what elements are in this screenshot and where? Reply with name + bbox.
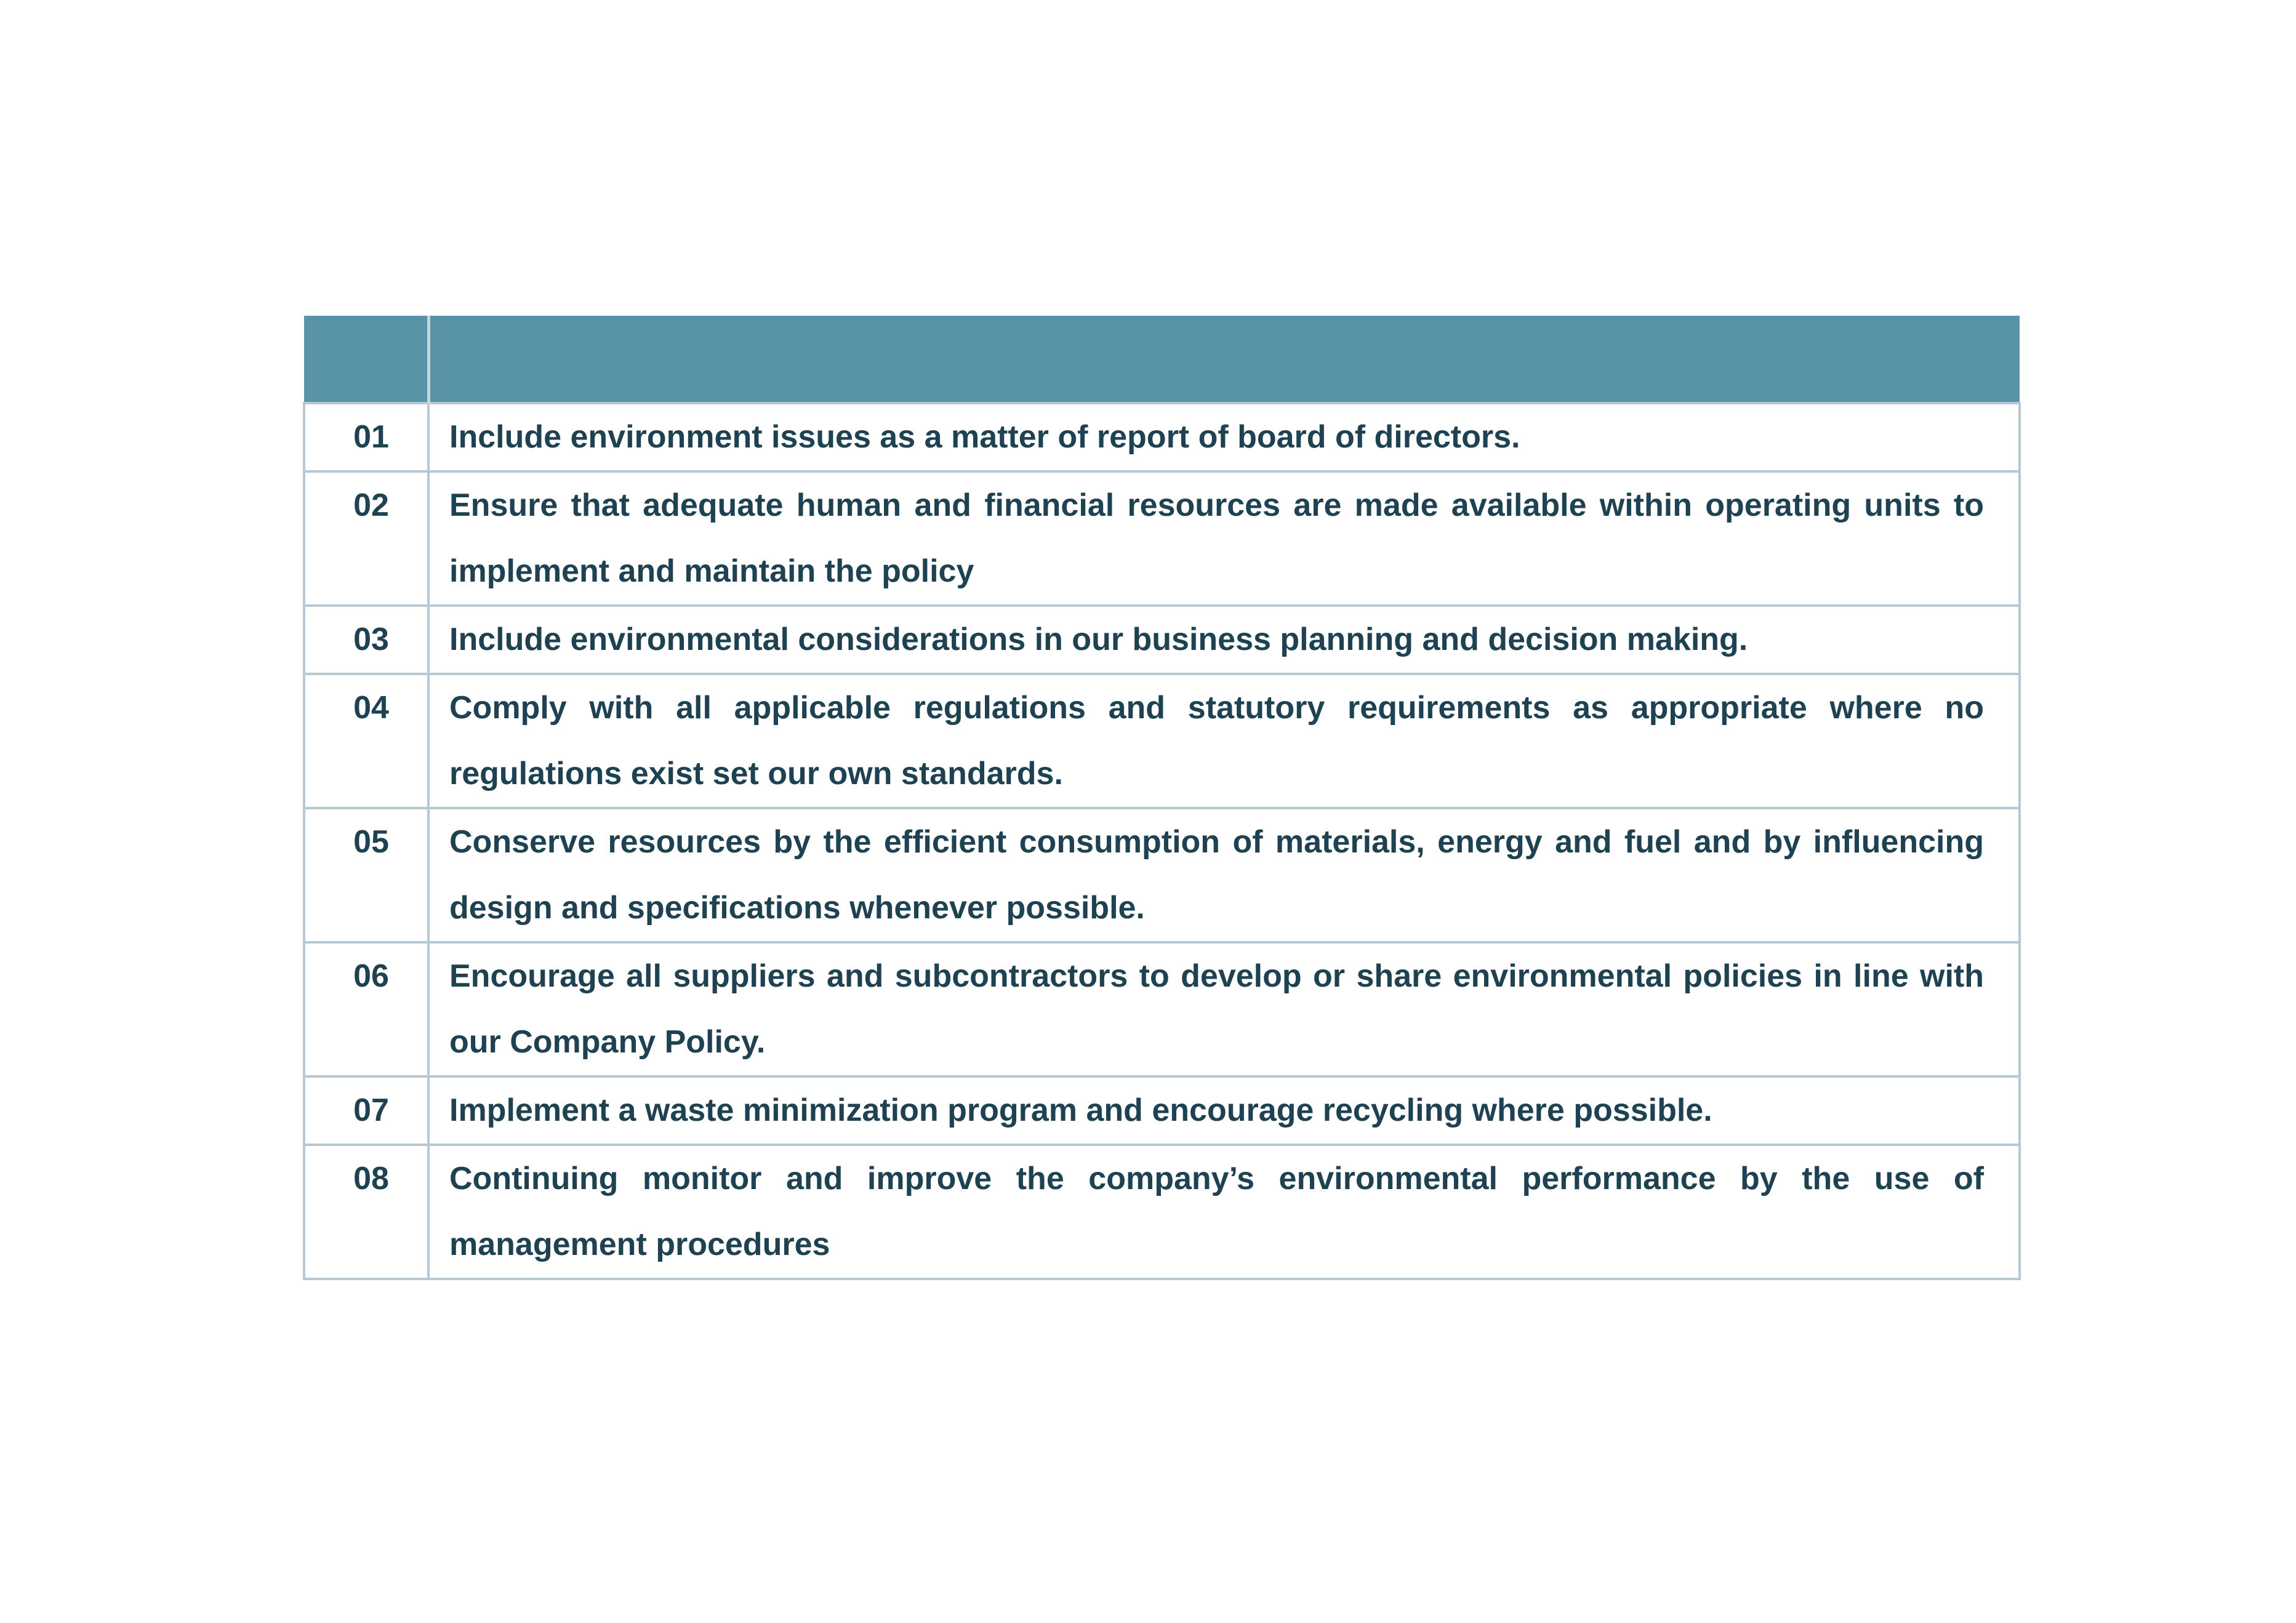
policy-table [303,316,2021,1280]
row-number: 02 [304,471,428,606]
row-text: Ensure that adequate human and financial resources are made available within operating units to implement and maintain the policy [428,471,2020,606]
row-text: Include environmental considerations in our business planning and decision making. [428,606,2020,674]
table-body [304,403,2020,1279]
row-number: 08 [304,1145,428,1279]
row-text: Implement a waste minimization program and encourage recycling where possible. [428,1076,2020,1145]
table-row [304,674,2020,808]
row-number: 01 [304,403,428,471]
table-row [304,606,2020,674]
row-number: 03 [304,606,428,674]
table-header [304,316,2020,403]
row-number: 04 [304,674,428,808]
table-row [304,808,2020,942]
row-text: Encourage all suppliers and subcontractors to develop or share environmental policies in line with our Company Policy. [428,942,2020,1076]
table-row [304,942,2020,1076]
row-text: Conserve resources by the efficient consumption of materials, energy and fuel and by influencing design and specifications whenever possible. [428,808,2020,942]
row-text: Continuing monitor and improve the company’s environmental performance by the use of management procedures [428,1145,2020,1279]
table-row [304,403,2020,471]
header-row [304,316,2020,403]
row-number: 05 [304,808,428,942]
text-column-header [428,316,2020,403]
row-number: 06 [304,942,428,1076]
row-text: Comply with all applicable regulations and statutory requirements as appropriate where no regulations exist set our own standards. [428,674,2020,808]
table-row [304,471,2020,606]
table-row [304,1145,2020,1279]
table-row [304,1076,2020,1145]
number-column-header [304,316,428,403]
row-number: 07 [304,1076,428,1145]
row-text: Include environment issues as a matter of report of board of directors. [428,403,2020,471]
